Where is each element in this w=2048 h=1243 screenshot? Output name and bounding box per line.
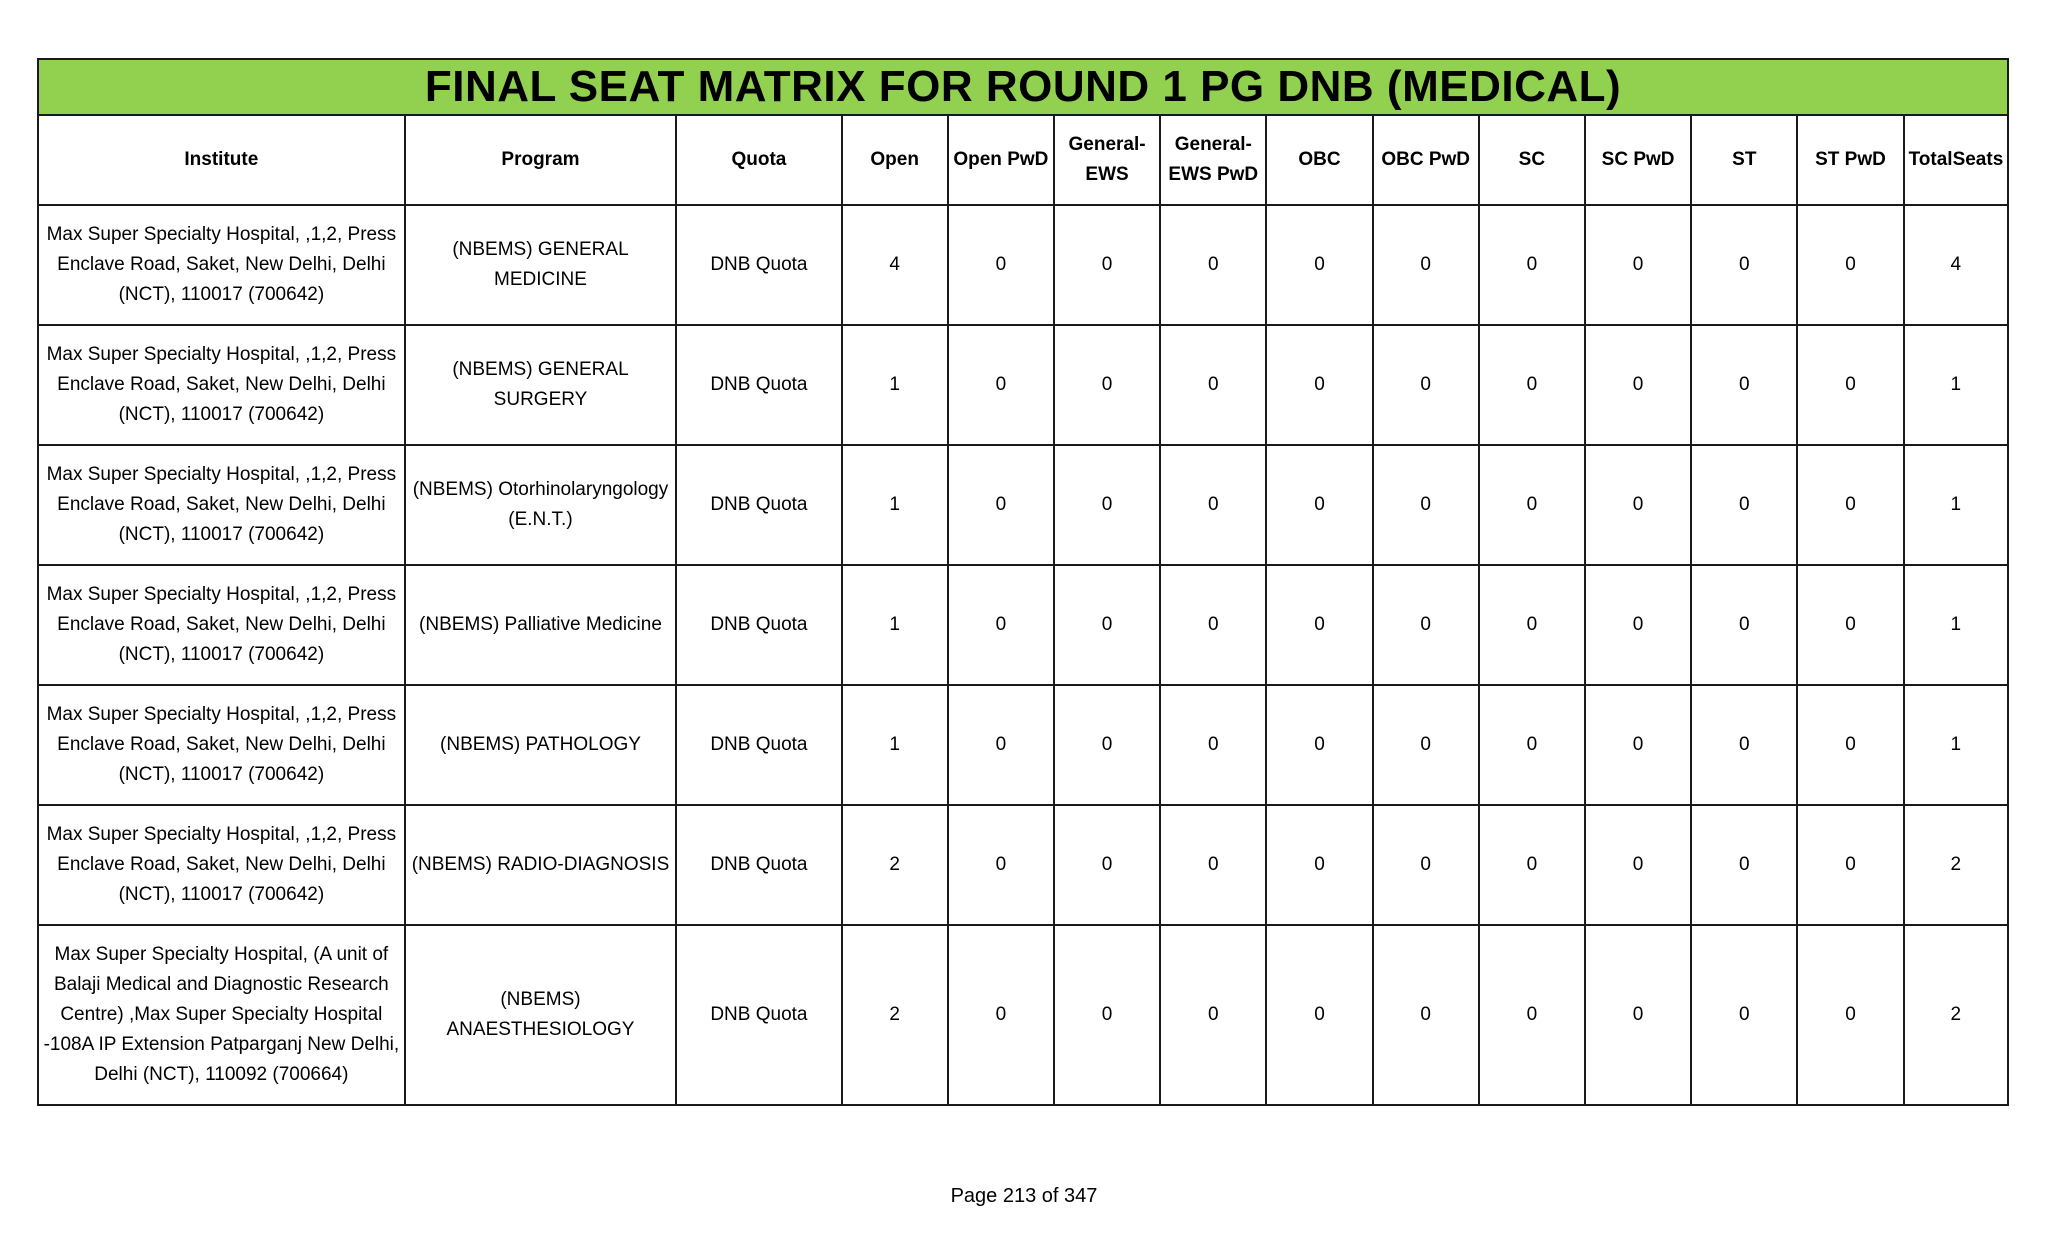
sc-cell: 0 [1479, 325, 1585, 445]
column-header: General-EWS PwD [1160, 115, 1266, 205]
total-seats-cell: 4 [1904, 205, 2008, 325]
seat-matrix-sheet [37, 58, 2009, 1106]
total-seats-cell: 2 [1904, 925, 2008, 1105]
sc-pwd-cell: 0 [1585, 685, 1691, 805]
seat-matrix-table [37, 58, 2009, 1106]
program-cell: (NBEMS) PATHOLOGY [405, 685, 677, 805]
sc-pwd-cell: 0 [1585, 205, 1691, 325]
obc-cell: 0 [1266, 805, 1372, 925]
obc-cell: 0 [1266, 325, 1372, 445]
general-ews-cell: 0 [1054, 325, 1160, 445]
obc-pwd-cell: 0 [1373, 445, 1479, 565]
column-header: ST PwD [1797, 115, 1903, 205]
st-pwd-cell: 0 [1797, 925, 1903, 1105]
table-row [38, 445, 2008, 565]
open-cell: 1 [842, 445, 948, 565]
open-pwd-cell: 0 [948, 925, 1054, 1105]
table-row [38, 805, 2008, 925]
column-header: SC [1479, 115, 1585, 205]
column-header: Institute [38, 115, 405, 205]
obc-cell: 0 [1266, 565, 1372, 685]
table-header-row [38, 115, 2008, 205]
obc-pwd-cell: 0 [1373, 805, 1479, 925]
st-pwd-cell: 0 [1797, 565, 1903, 685]
institute-cell: Max Super Specialty Hospital, ,1,2, Press Enclave Road, Saket, New Delhi, Delhi (NCT), 110017 (700642) [38, 805, 405, 925]
sc-cell: 0 [1479, 445, 1585, 565]
general-ews-pwd-cell: 0 [1160, 445, 1266, 565]
column-header: TotalSeats [1904, 115, 2008, 205]
table-row [38, 685, 2008, 805]
st-pwd-cell: 0 [1797, 805, 1903, 925]
general-ews-cell: 0 [1054, 565, 1160, 685]
program-cell: (NBEMS) ANAESTHESIOLOGY [405, 925, 677, 1105]
sc-cell: 0 [1479, 565, 1585, 685]
st-cell: 0 [1691, 445, 1797, 565]
general-ews-cell: 0 [1054, 925, 1160, 1105]
column-header: ST [1691, 115, 1797, 205]
open-pwd-cell: 0 [948, 805, 1054, 925]
sc-cell: 0 [1479, 205, 1585, 325]
total-seats-cell: 1 [1904, 325, 2008, 445]
institute-cell: Max Super Specialty Hospital, ,1,2, Press Enclave Road, Saket, New Delhi, Delhi (NCT), 110017 (700642) [38, 565, 405, 685]
quota-cell: DNB Quota [676, 205, 841, 325]
general-ews-cell: 0 [1054, 805, 1160, 925]
open-cell: 1 [842, 685, 948, 805]
table-row [38, 925, 2008, 1105]
open-cell: 4 [842, 205, 948, 325]
general-ews-pwd-cell: 0 [1160, 325, 1266, 445]
program-cell: (NBEMS) Otorhinolaryngology (E.N.T.) [405, 445, 677, 565]
obc-cell: 0 [1266, 925, 1372, 1105]
table-row [38, 565, 2008, 685]
open-pwd-cell: 0 [948, 685, 1054, 805]
total-seats-cell: 1 [1904, 685, 2008, 805]
table-row [38, 205, 2008, 325]
program-cell: (NBEMS) GENERAL MEDICINE [405, 205, 677, 325]
sc-pwd-cell: 0 [1585, 925, 1691, 1105]
table-body [38, 205, 2008, 1105]
column-header: General-EWS [1054, 115, 1160, 205]
st-pwd-cell: 0 [1797, 325, 1903, 445]
sc-cell: 0 [1479, 925, 1585, 1105]
open-cell: 1 [842, 565, 948, 685]
general-ews-cell: 0 [1054, 685, 1160, 805]
quota-cell: DNB Quota [676, 445, 841, 565]
open-pwd-cell: 0 [948, 565, 1054, 685]
general-ews-pwd-cell: 0 [1160, 685, 1266, 805]
general-ews-pwd-cell: 0 [1160, 205, 1266, 325]
st-pwd-cell: 0 [1797, 445, 1903, 565]
institute-cell: Max Super Specialty Hospital, ,1,2, Press Enclave Road, Saket, New Delhi, Delhi (NCT), 110017 (700642) [38, 685, 405, 805]
open-cell: 2 [842, 925, 948, 1105]
column-header: OBC [1266, 115, 1372, 205]
column-header: Open PwD [948, 115, 1054, 205]
st-cell: 0 [1691, 685, 1797, 805]
column-header: SC PwD [1585, 115, 1691, 205]
total-seats-cell: 1 [1904, 565, 2008, 685]
program-cell: (NBEMS) GENERAL SURGERY [405, 325, 677, 445]
column-header: Program [405, 115, 677, 205]
open-pwd-cell: 0 [948, 205, 1054, 325]
obc-cell: 0 [1266, 205, 1372, 325]
quota-cell: DNB Quota [676, 565, 841, 685]
st-cell: 0 [1691, 325, 1797, 445]
column-header: Open [842, 115, 948, 205]
general-ews-pwd-cell: 0 [1160, 565, 1266, 685]
table-row [38, 325, 2008, 445]
open-pwd-cell: 0 [948, 445, 1054, 565]
sc-cell: 0 [1479, 805, 1585, 925]
quota-cell: DNB Quota [676, 805, 841, 925]
obc-pwd-cell: 0 [1373, 925, 1479, 1105]
sc-pwd-cell: 0 [1585, 805, 1691, 925]
general-ews-pwd-cell: 0 [1160, 805, 1266, 925]
sc-pwd-cell: 0 [1585, 565, 1691, 685]
total-seats-cell: 2 [1904, 805, 2008, 925]
open-cell: 1 [842, 325, 948, 445]
quota-cell: DNB Quota [676, 685, 841, 805]
program-cell: (NBEMS) RADIO-DIAGNOSIS [405, 805, 677, 925]
general-ews-cell: 0 [1054, 445, 1160, 565]
column-header: Quota [676, 115, 841, 205]
open-pwd-cell: 0 [948, 325, 1054, 445]
institute-cell: Max Super Specialty Hospital, ,1,2, Press Enclave Road, Saket, New Delhi, Delhi (NCT), 110017 (700642) [38, 445, 405, 565]
obc-pwd-cell: 0 [1373, 565, 1479, 685]
sc-pwd-cell: 0 [1585, 445, 1691, 565]
obc-pwd-cell: 0 [1373, 685, 1479, 805]
sc-pwd-cell: 0 [1585, 325, 1691, 445]
general-ews-cell: 0 [1054, 205, 1160, 325]
obc-pwd-cell: 0 [1373, 205, 1479, 325]
page-footer: Page 213 of 347 [950, 1185, 1098, 1207]
st-pwd-cell: 0 [1797, 685, 1903, 805]
program-cell: (NBEMS) Palliative Medicine [405, 565, 677, 685]
institute-cell: Max Super Specialty Hospital, (A unit of Balaji Medical and Diagnostic Research Centre) ,Max Super Specialty Hospital -108A IP Extension Patparganj New Delhi, Delhi (NCT), 110092 (700664) [38, 925, 405, 1105]
open-cell: 2 [842, 805, 948, 925]
obc-pwd-cell: 0 [1373, 325, 1479, 445]
st-cell: 0 [1691, 205, 1797, 325]
st-cell: 0 [1691, 925, 1797, 1105]
quota-cell: DNB Quota [676, 925, 841, 1105]
sc-cell: 0 [1479, 685, 1585, 805]
institute-cell: Max Super Specialty Hospital, ,1,2, Press Enclave Road, Saket, New Delhi, Delhi (NCT), 110017 (700642) [38, 205, 405, 325]
obc-cell: 0 [1266, 445, 1372, 565]
st-cell: 0 [1691, 565, 1797, 685]
institute-cell: Max Super Specialty Hospital, ,1,2, Press Enclave Road, Saket, New Delhi, Delhi (NCT), 110017 (700642) [38, 325, 405, 445]
quota-cell: DNB Quota [676, 325, 841, 445]
total-seats-cell: 1 [1904, 445, 2008, 565]
general-ews-pwd-cell: 0 [1160, 925, 1266, 1105]
obc-cell: 0 [1266, 685, 1372, 805]
st-cell: 0 [1691, 805, 1797, 925]
page-title: FINAL SEAT MATRIX FOR ROUND 1 PG DNB (MEDICAL) [38, 59, 2008, 115]
column-header: OBC PwD [1373, 115, 1479, 205]
st-pwd-cell: 0 [1797, 205, 1903, 325]
